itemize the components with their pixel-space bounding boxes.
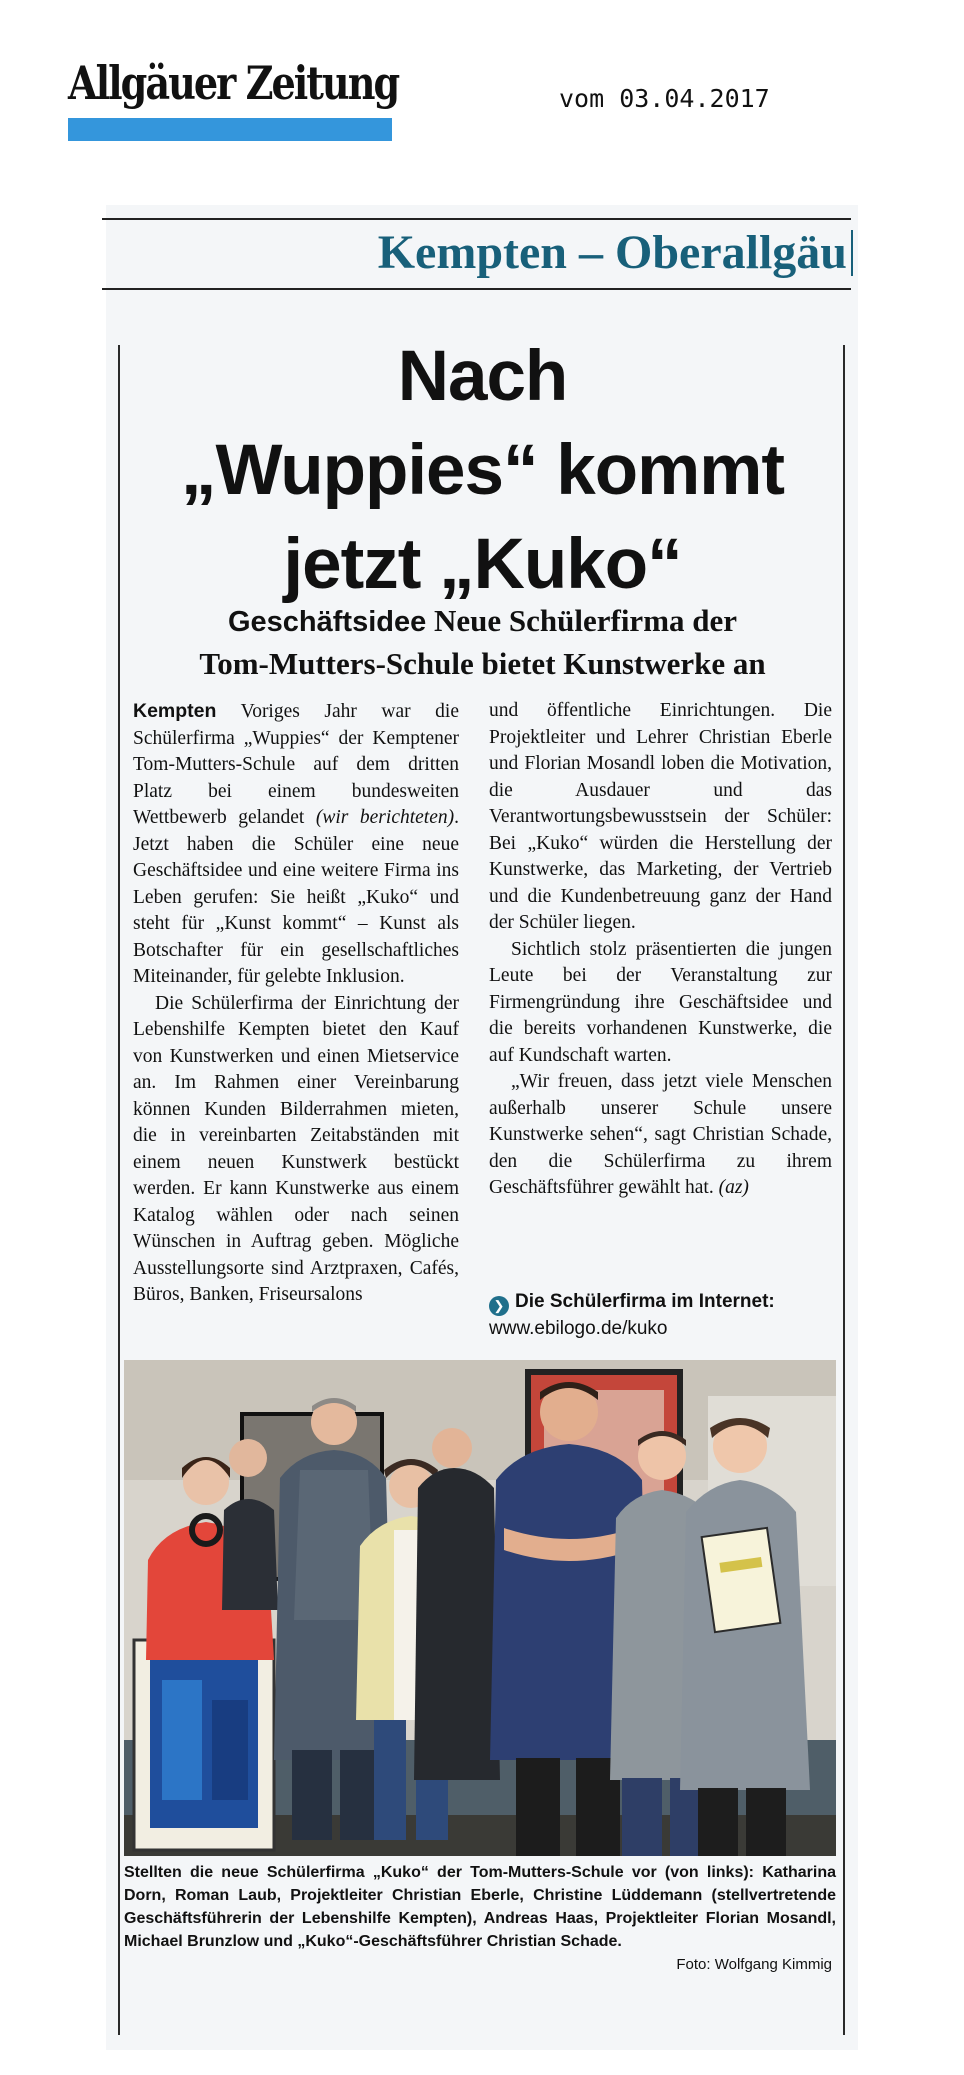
article-paragraph — [489, 1069, 832, 1202]
subhead-text: Tom-Mutters-Schule bietet Kunstwerke an — [199, 646, 766, 681]
website-link[interactable]: www.ebilogo.de/kuko — [489, 1318, 668, 1339]
headline-line: „Wuppies“ kommt — [180, 431, 785, 510]
article-column-right — [489, 698, 832, 1202]
subhead-kicker: Geschäftsidee — [227, 606, 427, 638]
paragraph-text: . Jetzt haben die Schüler eine neue Geschäftsidee und eine weitere Firma ins Leben gerufen: Sie heißt „Kuko“ und steht für „Kunst kommt“ – Kunst als Botschafter für ein gesellschaftliches Miteinander, für gelebte Inklusion. — [133, 807, 459, 987]
article-paragraph: und öffentliche Einrichtungen. Die Projektleiter und Lehrer Christian Eberle und Florian Mosandl loben die Motivation, die Ausdauer und das Verantwortungsbewusstsein der Schüler: Bei „Kuko“ würden die Herstellung der Kunstwerke, das Marketing, der Vertrieb und die Kundenbetreuung ganz der Hand der Schüler liegen. — [489, 700, 832, 933]
left-column-rule — [118, 345, 120, 2035]
internet-tip-label: Die Schülerfirma im Internet: — [515, 1291, 775, 1312]
arrow-right-circle-icon: ❯ — [489, 1296, 509, 1316]
photo-caption: Stellten die neue Schülerfirma „Kuko“ der Tom-Mutters-Schule vor (von links): Katharina Dorn, Roman Laub, Projektleiter Christian Eberle, Christine Lüddemann (stellvertretende Geschäftsführerin der Lebenshilfe Kempten), Andreas Haas, Projektleiter Florian Mosandl, Michael Brunzlow und „Kuko“-Geschäftsführer Christian Schade. — [124, 1864, 836, 1950]
article-paragraph: Die Schülerfirma der Einrichtung der Lebenshilfe Kempten bietet den Kauf von Kunstwerken und einen Mietservice an. Im Rahmen einer Vereinbarung können Kunden Bilderrahmen mieten, die in vereinbarten Zeitabständen mit einem neuen Kunstwerk bestückt werden. Er kann Kunstwerke aus einem Katalog wählen oder nach seinen Wünschen in Auftrag geben. Mögliche Ausstellungsorte sind Arztpraxen, Cafés, Büros, Banken, Friseursalons — [133, 992, 459, 1305]
logo-underline-bar — [68, 118, 392, 141]
subheadline — [125, 600, 840, 685]
group-photo — [124, 1360, 836, 1856]
article-paragraph: Sichtlich stolz präsentierten die jungen Leute bei der Veranstaltung zur Firmengründung ihre Geschäftsidee und die bereits vorhandenen Kunstwerke, die auf Kundschaft warten. — [489, 938, 832, 1066]
section-end-rule — [851, 230, 853, 276]
section-title: Kempten – Oberallgäu — [377, 226, 847, 279]
headline — [125, 330, 840, 612]
right-column-rule — [843, 345, 845, 2035]
subhead-text: Neue Schülerfirma der — [433, 603, 738, 638]
paragraph-text: Voriges Jahr war die Schülerfirma „Wuppies“ der Kemptener Tom-Mutters-Schule auf dem dritten Platz bei einem bundesweiten Wettbewerb gelandet — [133, 701, 459, 828]
newspaper-logo — [68, 52, 399, 114]
article-paragraph — [133, 698, 459, 991]
paragraph-text: „Wir freuen, dass jetzt viele Menschen außerhalb unserer Schule unsere Kunstwerke sehen“, sagt Christian Schade, den die Schülerfirma zu ihrem Geschäftsführer gewählt hat. — [489, 1071, 832, 1198]
newspaper-name: Allgäuer Zeitung — [68, 56, 399, 110]
dateline: Kempten — [133, 700, 217, 722]
headline-line: jetzt „Kuko“ — [283, 525, 682, 604]
article-column-left — [133, 698, 459, 1309]
cross-reference: (wir berichteten) — [315, 807, 455, 828]
internet-tip — [489, 1289, 832, 1342]
photo-credit: Foto: Wolfgang Kimmig — [676, 1956, 832, 1973]
publication-date: vom 03.04.2017 — [559, 84, 770, 113]
author-sign: (az) — [718, 1177, 749, 1198]
headline-line: Nach — [397, 337, 568, 416]
section-banner — [102, 218, 851, 290]
